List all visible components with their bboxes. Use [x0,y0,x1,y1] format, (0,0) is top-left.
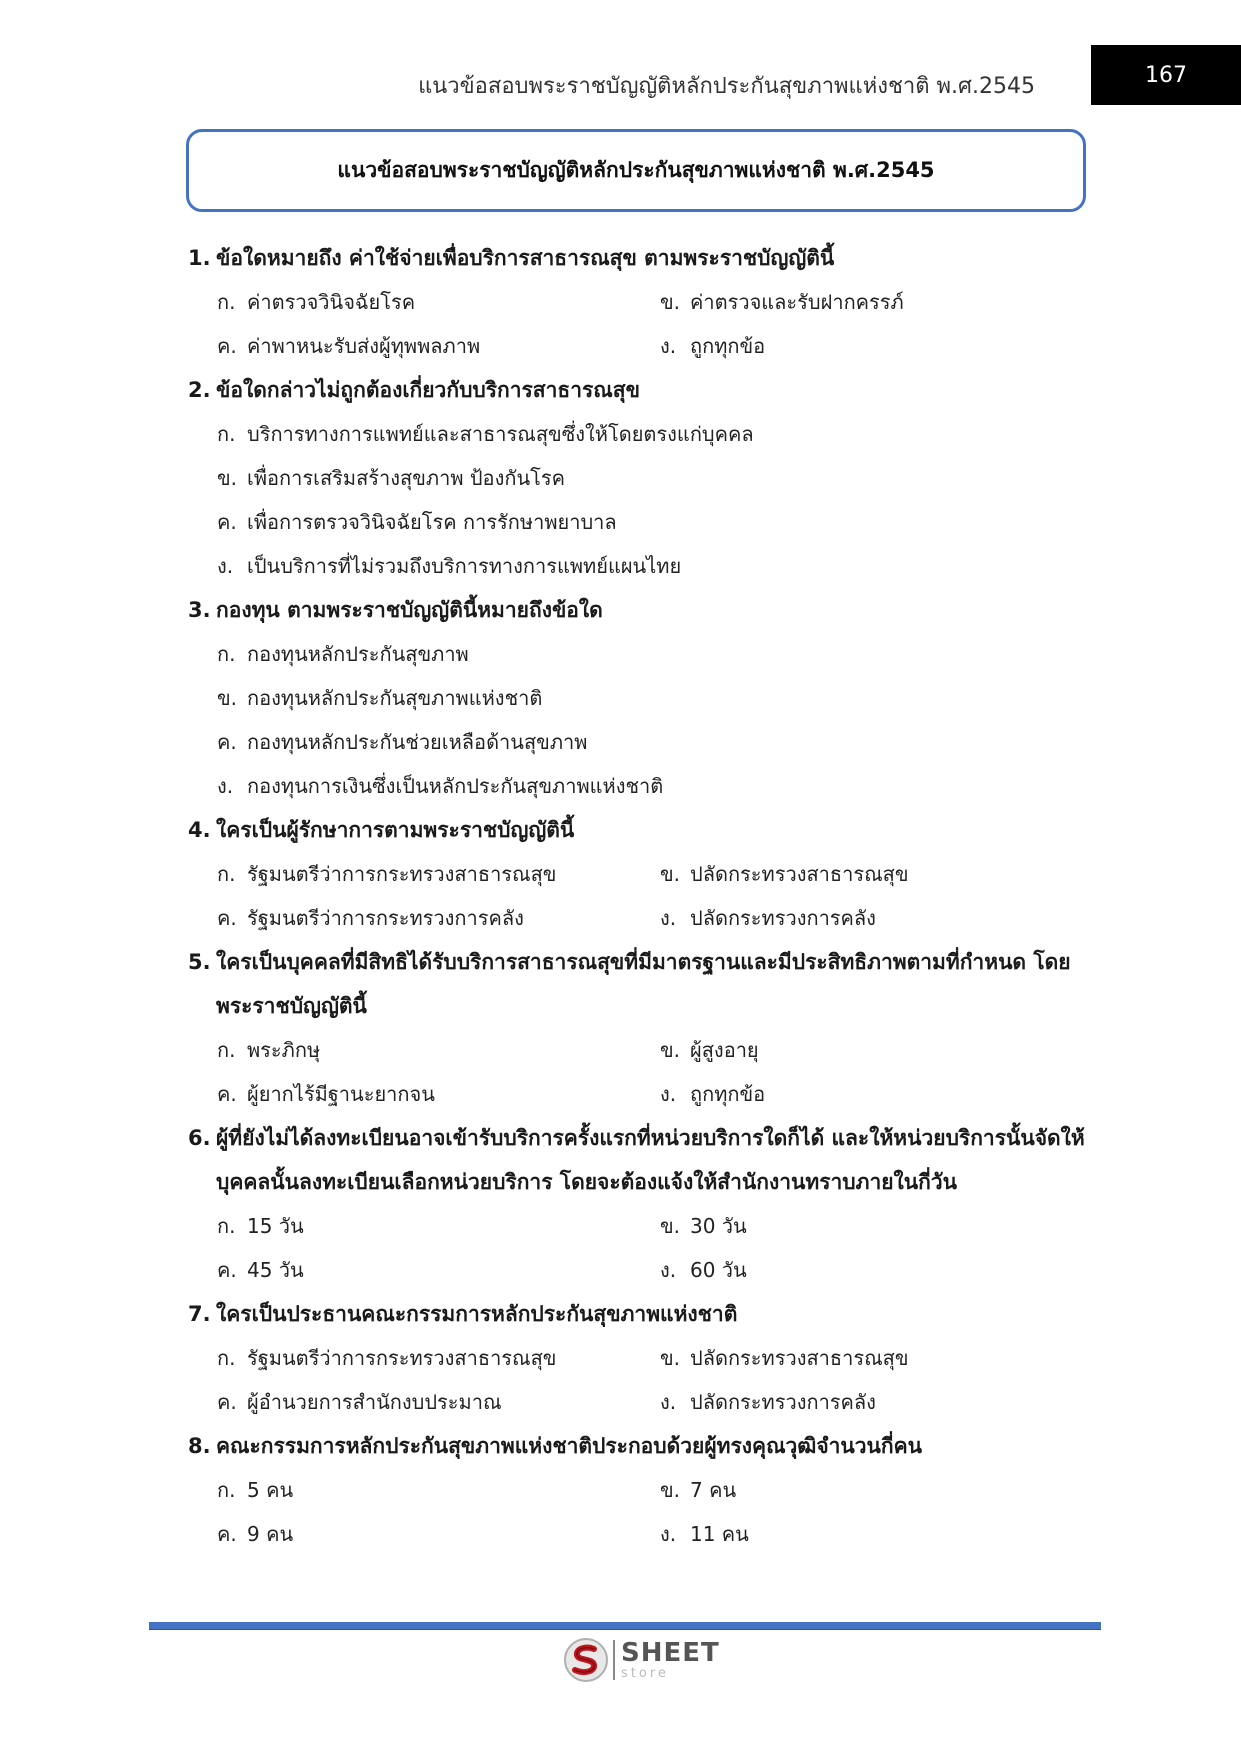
option-letter: ง. [660,1522,677,1546]
option-letter: ง. [660,334,677,358]
option-a[interactable] [217,1204,660,1248]
option-text: ผู้อำนวยการสำนักงบประมาณ [247,1390,502,1414]
option-a[interactable] [217,852,660,896]
question-heading [188,940,1088,1028]
question-heading [188,1292,1088,1336]
option-row [188,1468,1088,1512]
option-text: เพื่อการตรวจวินิจฉัยโรค การรักษาพยาบาล [247,510,617,534]
option-text: กองทุนหลักประกันสุขภาพ [247,642,469,666]
question-number: 2. [188,378,211,402]
option-b[interactable] [660,1204,747,1248]
option-text: 11 คน [690,1522,749,1546]
question-number: 1. [188,246,211,270]
option-text: 15 วัน [247,1214,304,1238]
option-letter: ง. [660,906,677,930]
option-text: ค่าพาหนะรับส่งผู้ทุพพลภาพ [247,334,481,358]
option-text: ปลัดกระทรวงการคลัง [690,906,876,930]
option-a[interactable] [188,632,1088,676]
question-text: ใครเป็นบุคคลที่มีสิทธิได้รับบริการสาธารณสุขที่มีมาตรฐานและมีประสิทธิภาพตามที่กำหนด โดยพระราชบัญญัตินี้ [216,950,1071,1018]
question-text: ผู้ที่ยังไม่ได้ลงทะเบียนอาจเข้ารับบริการครั้งแรกที่หน่วยบริการใดก็ได้ และให้หน่วยบริการนั้นจัดให้บุคคลนั้นลงทะเบียนเลือกหน่วยบริการ โดยจะต้องแจ้งให้สำนักงานทราบภายในกี่วัน [216,1126,1085,1194]
option-c[interactable] [188,500,1088,544]
option-letter: ข. [660,862,681,886]
question-8 [188,1424,1088,1556]
option-letter: ค. [217,1258,237,1282]
option-row [188,280,1088,324]
option-text: รัฐมนตรีว่าการกระทรวงสาธารณสุข [247,862,557,886]
option-letter: ก. [217,1038,236,1062]
option-letter: ก. [217,862,236,886]
question-heading [188,236,1088,280]
option-b[interactable] [660,1468,736,1512]
option-text: ค่าตรวจวินิจฉัยโรค [247,290,416,314]
logo-word: SHEET [621,1638,720,1668]
question-number: 8. [188,1434,211,1458]
option-d[interactable] [660,1380,876,1424]
option-row [188,1072,1088,1116]
question-text: ข้อใดกล่าวไม่ถูกต้องเกี่ยวกับบริการสาธารณสุข [216,378,640,402]
question-1 [188,236,1088,368]
option-text: ผู้สูงอายุ [690,1038,759,1062]
option-text: กองทุนหลักประกันช่วยเหลือด้านสุขภาพ [247,730,588,754]
title-box [186,129,1086,212]
page-title: แนวข้อสอบพระราชบัญญัติหลักประกันสุขภาพแห่งชาติ พ.ศ.2545 [337,158,935,182]
option-c[interactable] [188,720,1088,764]
question-text: ข้อใดหมายถึง ค่าใช้จ่ายเพื่อบริการสาธารณสุข ตามพระราชบัญญัตินี้ [216,246,835,270]
option-letter: ค. [217,730,237,754]
question-text: ใครเป็นประธานคณะกรรมการหลักประกันสุขภาพแห่งชาติ [216,1302,738,1326]
option-c[interactable] [217,896,660,940]
question-text: คณะกรรมการหลักประกันสุขภาพแห่งชาติประกอบด้วยผู้ทรงคุณวุฒิจำนวนกี่คน [216,1434,923,1458]
logo-wordmark [621,1640,720,1680]
question-heading [188,1116,1088,1204]
option-text: เป็นบริการที่ไม่รวมถึงบริการทางการแพทย์แผนไทย [247,554,682,578]
option-text: 9 คน [247,1522,294,1546]
question-heading [188,808,1088,852]
option-row [188,1248,1088,1292]
option-text: รัฐมนตรีว่าการกระทรวงสาธารณสุข [247,1346,557,1370]
option-b[interactable] [660,1028,759,1072]
option-a[interactable] [217,1468,660,1512]
question-number: 5. [188,950,211,974]
option-a[interactable] [217,1336,660,1380]
option-letter: ก. [217,1478,236,1502]
option-d[interactable] [188,544,1088,588]
option-letter: ข. [660,1214,681,1238]
option-b[interactable] [660,280,904,324]
question-number: 7. [188,1302,211,1326]
option-row [188,1512,1088,1556]
option-text: กองทุนหลักประกันสุขภาพแห่งชาติ [247,686,543,710]
option-letter: ก. [217,1346,236,1370]
option-letter: ค. [217,1390,237,1414]
question-number: 4. [188,818,211,842]
option-row [188,1028,1088,1072]
option-letter: ค. [217,334,237,358]
option-c[interactable] [217,1380,660,1424]
option-text: พระภิกษุ [247,1038,321,1062]
option-b[interactable] [660,1336,909,1380]
option-text: ผู้ยากไร้มีฐานะยากจน [247,1082,435,1106]
option-text: 30 วัน [690,1214,747,1238]
question-number: 6. [188,1126,211,1150]
sheet-store-logo [563,1636,720,1684]
option-c[interactable] [217,1072,660,1116]
option-letter: ข. [217,686,238,710]
option-letter: ก. [217,290,236,314]
page-number: 167 [1091,45,1241,105]
option-text: บริการทางการแพทย์และสาธารณสุขซึ่งให้โดยตรงแก่บุคคล [247,422,754,446]
option-row [188,1380,1088,1424]
option-letter: ข. [660,1038,681,1062]
option-letter: ง. [660,1258,677,1282]
option-d[interactable] [660,1072,765,1116]
option-letter: ง. [660,1390,677,1414]
question-text: กองทุน ตามพระราชบัญญัตินี้หมายถึงข้อใด [216,598,603,622]
question-heading [188,1424,1088,1468]
option-c[interactable] [217,1512,660,1556]
option-letter: ก. [217,1214,236,1238]
option-b[interactable] [660,852,909,896]
option-d[interactable] [660,324,765,368]
option-text: ถูกทุกข้อ [690,334,766,358]
option-text: เพื่อการเสริมสร้างสุขภาพ ป้องกันโรค [247,466,565,490]
question-4 [188,808,1088,940]
logo-subword: store [621,1666,669,1681]
option-letter: ข. [660,1478,681,1502]
option-a[interactable] [217,1028,660,1072]
option-text: 5 คน [247,1478,294,1502]
option-row [188,896,1088,940]
option-b[interactable] [188,456,1088,500]
option-letter: ก. [217,642,236,666]
option-c[interactable] [217,1248,660,1292]
option-row [188,324,1088,368]
logo-separator [613,1640,615,1680]
option-text: ค่าตรวจและรับฝากครรภ์ [690,290,904,314]
option-d[interactable] [660,1512,749,1556]
option-row [188,1204,1088,1248]
option-text: กองทุนการเงินซึ่งเป็นหลักประกันสุขภาพแห่งชาติ [247,774,664,798]
question-list [188,236,1088,1556]
option-letter: ข. [217,466,238,490]
option-text: 45 วัน [247,1258,304,1282]
option-text: 7 คน [690,1478,737,1502]
running-header: แนวข้อสอบพระราชบัญญัติหลักประกันสุขภาพแห่งชาติ พ.ศ.2545 [418,74,1035,99]
option-letter: ข. [660,290,681,314]
question-text: ใครเป็นผู้รักษาการตามพระราชบัญญัตินี้ [216,818,575,842]
option-a[interactable] [217,280,660,324]
option-text: รัฐมนตรีว่าการกระทรวงการคลัง [247,906,524,930]
option-letter: ข. [660,1346,681,1370]
option-letter: ค. [217,1522,237,1546]
question-number: 3. [188,598,211,622]
option-text: 60 วัน [690,1258,747,1282]
option-letter: ง. [660,1082,677,1106]
question-heading [188,588,1088,632]
option-letter: ง. [217,554,234,578]
option-c[interactable] [217,324,660,368]
option-text: ปลัดกระทรวงสาธารณสุข [690,1346,909,1370]
option-letter: ก. [217,422,236,446]
logo-s-icon [563,1637,609,1683]
footer-divider [149,1622,1101,1630]
option-text: ถูกทุกข้อ [690,1082,766,1106]
option-d[interactable] [660,896,876,940]
option-b[interactable] [188,676,1088,720]
option-row [188,852,1088,896]
question-7 [188,1292,1088,1424]
question-6 [188,1116,1088,1292]
option-row [188,1336,1088,1380]
option-letter: ง. [217,774,234,798]
question-2 [188,368,1088,588]
question-5 [188,940,1088,1116]
question-heading [188,368,1088,412]
option-a[interactable] [188,412,1088,456]
question-3 [188,588,1088,808]
option-letter: ค. [217,906,237,930]
option-d[interactable] [188,764,1088,808]
option-letter: ค. [217,510,237,534]
option-letter: ค. [217,1082,237,1106]
option-text: ปลัดกระทรวงสาธารณสุข [690,862,909,886]
option-text: ปลัดกระทรวงการคลัง [690,1390,876,1414]
option-d[interactable] [660,1248,747,1292]
